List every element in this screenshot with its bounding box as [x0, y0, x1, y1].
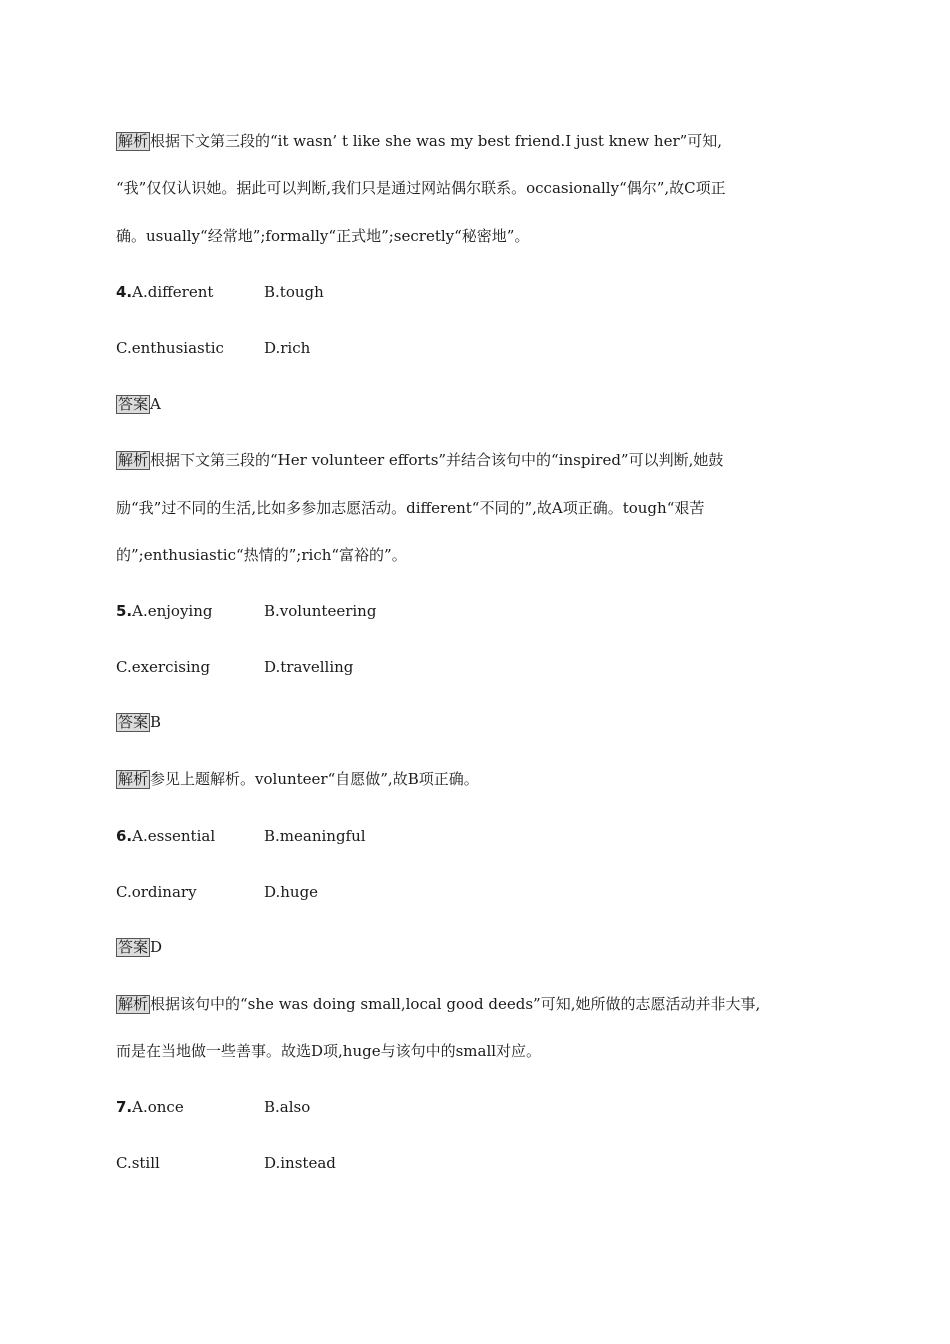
answer-tag: 答案 [118, 938, 149, 956]
q6-options-row-1 [116, 826, 836, 846]
q5-options-row-2 [116, 657, 836, 677]
option-b: B.volunteering [264, 602, 377, 620]
answer-tag: 答案 [118, 395, 149, 413]
q6-answer [116, 937, 836, 957]
option-a: A.different [132, 283, 214, 301]
q6-analysis-line-2: 而是在当地做一些善事。故选D项,huge与该句中的small对应。 [116, 1042, 542, 1060]
q5-analysis-line-1 [116, 769, 836, 789]
answer-value: B [150, 713, 162, 731]
question-number: 7. [116, 1098, 133, 1116]
q7-options-row-1 [116, 1097, 836, 1117]
option-c: C.enthusiastic [116, 339, 224, 357]
q5-options-row-1 [116, 601, 836, 621]
q4-analysis-line-3: 的”;enthusiastic“热情的”;rich“富裕的”。 [116, 546, 407, 564]
answer-value: A [150, 395, 161, 413]
answer-tag: 答案 [118, 713, 149, 731]
question-number: 5. [116, 602, 133, 620]
analysis-tag: 解析 [118, 770, 149, 788]
option-d: D.instead [264, 1154, 336, 1172]
analysis-text: 根据下文第三段的“Her volunteer efforts”并结合该句中的“inspired”可以判断,她鼓 [150, 451, 724, 469]
q3-analysis-line-1 [116, 131, 836, 151]
option-d: D.travelling [264, 658, 354, 676]
analysis-tag: 解析 [118, 451, 149, 469]
option-a: A.enjoying [132, 602, 213, 620]
q4-answer [116, 394, 836, 414]
q4-analysis-line-2: 励“我”过不同的生活,比如多参加志愿活动。different“不同的”,故A项正确。tough“艰苦 [116, 499, 705, 517]
q6-analysis-line-1 [116, 994, 836, 1014]
q4-options-row-2 [116, 338, 836, 358]
analysis-text: 根据下文第三段的“it wasn’ t like she was my best friend.I just knew her”可知, [150, 132, 723, 150]
question-number: 4. [116, 283, 133, 301]
q7-options-row-2 [116, 1153, 836, 1173]
analysis-text: 参见上题解析。volunteer“自愿做”,故B项正确。 [150, 770, 479, 788]
option-a: A.once [132, 1098, 184, 1116]
q4-analysis-line-1 [116, 450, 836, 470]
q3-analysis-line-3: 确。usually“经常地”;formally“正式地”;secretly“秘密地”。 [116, 227, 530, 245]
question-number: 6. [116, 827, 133, 845]
q3-analysis-line-2: “我”仅仅认识她。据此可以判断,我们只是通过网站偶尔联系。occasionally“偶尔”,故C项正 [116, 179, 726, 197]
option-a: A.essential [132, 827, 216, 845]
answer-value: D [150, 938, 163, 956]
option-d: D.rich [264, 339, 311, 357]
q4-options-row-1 [116, 282, 836, 302]
option-b: B.tough [264, 283, 324, 301]
option-c: C.ordinary [116, 883, 197, 901]
option-b: B.meaningful [264, 827, 366, 845]
analysis-tag: 解析 [118, 132, 149, 150]
q6-options-row-2 [116, 882, 836, 902]
option-c: C.exercising [116, 658, 211, 676]
option-c: C.still [116, 1154, 160, 1172]
analysis-tag: 解析 [118, 995, 149, 1013]
q5-answer [116, 712, 836, 732]
option-b: B.also [264, 1098, 311, 1116]
analysis-text: 根据该句中的“she was doing small,local good deeds”可知,她所做的志愿活动并非大事, [150, 995, 761, 1013]
option-d: D.huge [264, 883, 319, 901]
